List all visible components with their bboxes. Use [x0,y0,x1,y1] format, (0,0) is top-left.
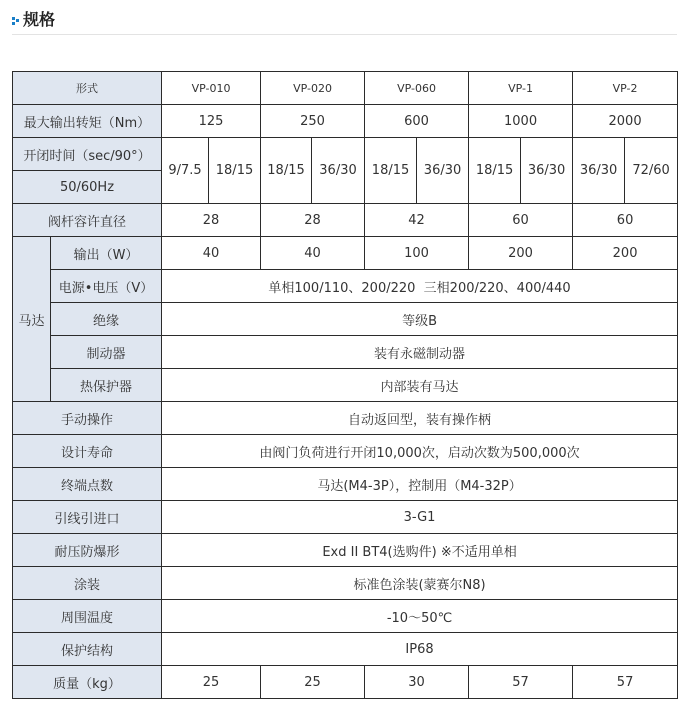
row-max-torque [13,105,678,138]
value-cell: 36/30 [312,138,365,204]
value-cell: Exd II BT4(选购件) ※不适用单相 [162,534,678,567]
row-motor-thermal [13,369,678,402]
value-cell: 25 [162,666,261,699]
value-cell: 18/15 [209,138,261,204]
label-explosion: 耐压防爆形 [13,534,162,567]
value-cell: 200 [573,237,678,270]
value-cell: 40 [162,237,261,270]
label-max-torque: 最大输出转矩（Nm） [13,105,162,138]
label-motor-insulation: 绝缘 [51,303,162,336]
value-cell: 36/30 [417,138,469,204]
label-open-close-time: 开闭时间（sec/90°） [13,138,162,171]
value-cell: 60 [469,204,573,237]
value-cell: 200 [469,237,573,270]
label-life: 设计寿命 [13,435,162,468]
table-header-row [13,72,678,105]
value-cell: 600 [365,105,469,138]
value-cell: 42 [365,204,469,237]
row-stem-diameter [13,204,678,237]
value-cell: 标准色涂装(蒙赛尔N8) [162,567,678,600]
row-motor-power [13,270,678,303]
value-cell: -10～50℃ [162,600,678,633]
value-cell: 18/15 [261,138,312,204]
header-cell-vp010: VP-010 [162,72,261,105]
value-cell: 等级B [162,303,678,336]
label-motor-group: 马达 [13,237,51,402]
value-cell: 18/15 [365,138,417,204]
value-cell: 由阀门负荷进行开闭10,000次，启动次数为500,000次 [162,435,678,468]
row-motor-brake [13,336,678,369]
header-cell-vp1: VP-1 [469,72,573,105]
value-cell: 40 [261,237,365,270]
value-cell: 57 [573,666,678,699]
row-motor-output [13,237,678,270]
header-cell-vp020: VP-020 [261,72,365,105]
row-explosion [13,534,678,567]
value-cell: 36/30 [521,138,573,204]
value-cell: 2000 [573,105,678,138]
value-cell: 装有永磁制动器 [162,336,678,369]
label-motor-power: 电源•电压（V） [51,270,162,303]
row-open-close-time [13,138,678,171]
value-cell: 3-G1 [162,501,678,534]
value-cell: 28 [261,204,365,237]
header-cell-vp060: VP-060 [365,72,469,105]
value-cell: 1000 [469,105,573,138]
label-manual: 手动操作 [13,402,162,435]
row-entry [13,501,678,534]
value-cell: 18/15 [469,138,521,204]
value-cell: 250 [261,105,365,138]
row-coating [13,567,678,600]
label-stem-diameter: 阀杆容许直径 [13,204,162,237]
value-cell: 36/30 [573,138,625,204]
row-life [13,435,678,468]
label-motor-thermal: 热保护器 [51,369,162,402]
bullet-icon [12,17,20,25]
value-cell: 60 [573,204,678,237]
label-motor-brake: 制动器 [51,336,162,369]
section-title: 规格 [23,10,56,29]
value-cell: 28 [162,204,261,237]
value-cell: 100 [365,237,469,270]
label-entry: 引线引进口 [13,501,162,534]
value-cell: 单相100/110、200/220 三相200/220、400/440 [162,270,678,303]
value-cell: IP68 [162,633,678,666]
label-protection: 保护结构 [13,633,162,666]
label-frequency: 50/60Hz [13,171,162,204]
value-cell: 内部装有马达 [162,369,678,402]
row-terminal [13,468,678,501]
value-cell: 72/60 [625,138,678,204]
value-cell: 25 [261,666,365,699]
label-terminal: 终端点数 [13,468,162,501]
value-cell: 自动返回型，装有操作柄 [162,402,678,435]
label-motor-output: 输出（W） [51,237,162,270]
header-cell-vp2: VP-2 [573,72,678,105]
row-mass [13,666,678,699]
value-cell: 57 [469,666,573,699]
value-cell: 125 [162,105,261,138]
value-cell: 9/7.5 [162,138,209,204]
label-coating: 涂装 [13,567,162,600]
value-cell: 30 [365,666,469,699]
row-motor-insulation [13,303,678,336]
row-temperature [13,600,678,633]
row-manual [13,402,678,435]
label-mass: 质量（kg） [13,666,162,699]
header-cell-form: 形式 [13,72,162,105]
row-protection [13,633,678,666]
spec-table [12,71,678,699]
label-temperature: 周围温度 [13,600,162,633]
value-cell: 马达(M4-3P），控制用（M4-32P） [162,468,678,501]
section-header [12,8,677,35]
